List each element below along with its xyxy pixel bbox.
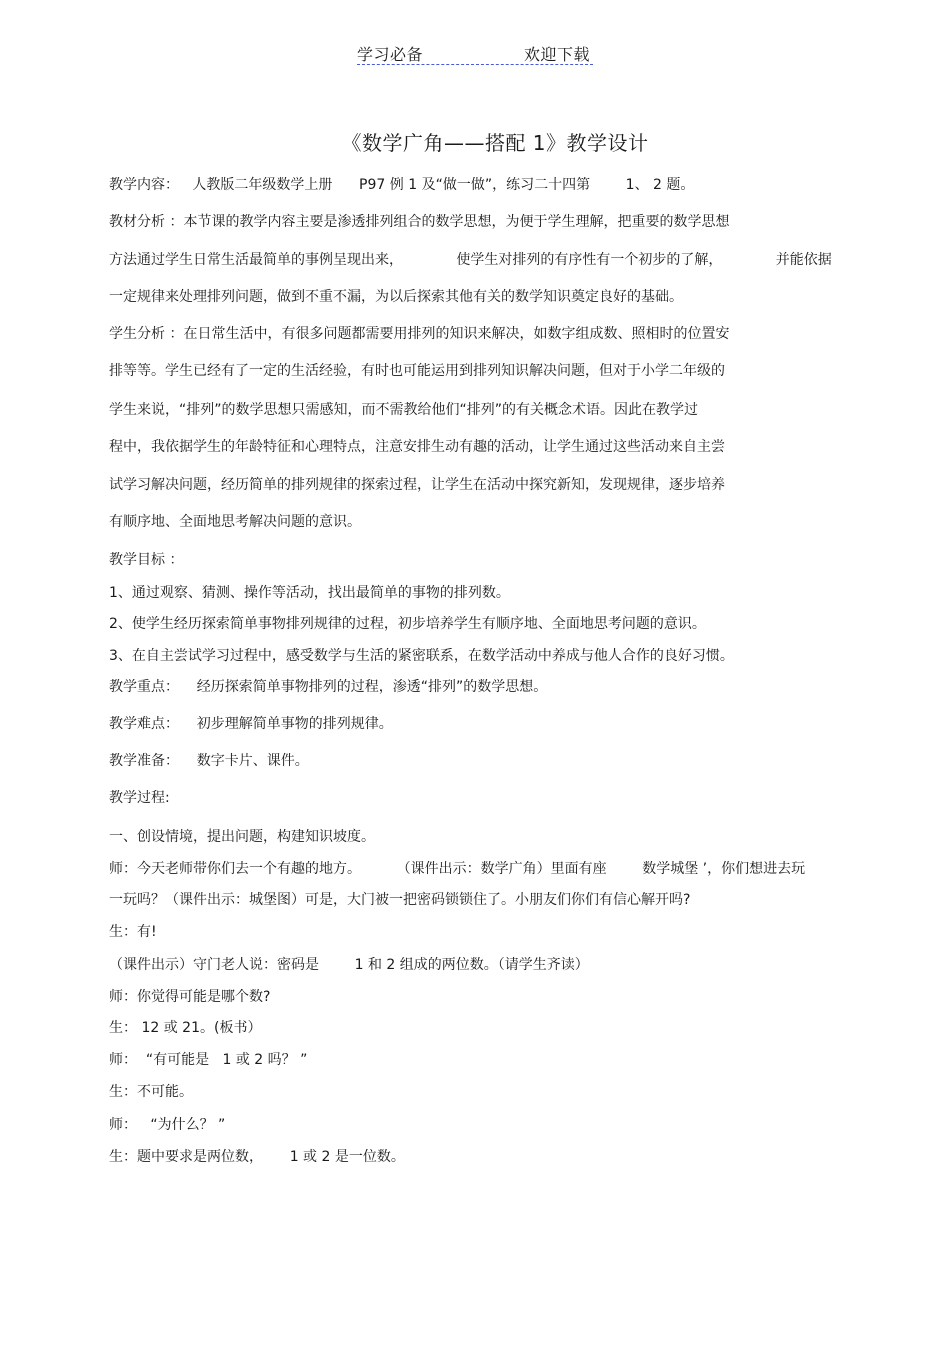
text-line: 1、通过观察、猜测、操作等活动，找出最简单的事物的排列数。 bbox=[109, 585, 510, 601]
text-line: 生：有! bbox=[109, 924, 157, 940]
text-line: 师： “有可能是 1 或 2 吗？ ” bbox=[109, 1052, 308, 1068]
text-line: 生：不可能。 bbox=[109, 1084, 193, 1100]
text-line: 教学目标 ： bbox=[109, 552, 184, 568]
text-line: 试学习解决问题，经历简单的排列规律的探索过程，让学生在活动中探究新知，发现规律，逐步培养 bbox=[109, 477, 725, 493]
text-line: 3、在自主尝试学习过程中，感受数学与生活的紧密联系，在数学活动中养成与他人合作的良好习惯。 bbox=[109, 648, 734, 664]
text-line: 生： 12 或 21。(板书） bbox=[109, 1020, 262, 1036]
text-line: 师： “为什么？ ” bbox=[109, 1117, 226, 1133]
page-header bbox=[357, 42, 593, 65]
text-line: 方法通过学生日常生活最简单的事例呈现出来， 使学生对排列的有序性有一个初步的了解， 并能依据 bbox=[109, 252, 832, 268]
text-line: 有顺序地、全面地思考解决问题的意识。 bbox=[109, 514, 361, 530]
text-line: （课件出示）守门老人说：密码是 1 和 2 组成的两位数。（请学生齐读） bbox=[109, 957, 589, 973]
text-line: 一玩吗？（课件出示：城堡图）可是，大门被一把密码锁锁住了。小朋友们你们有信心解开吗? bbox=[109, 892, 691, 908]
text-line: 一定规律来处理排列问题，做到不重不漏，为以后探索其他有关的数学知识奠定良好的基础。 bbox=[109, 289, 683, 305]
text-line: 学生分析 ：在日常生活中，有很多问题都需要用排列的知识来解决，如数字组成数、照相时的位置安 bbox=[109, 326, 730, 342]
document-title: 《数学广角——搭配 1》教学设计 bbox=[341, 131, 649, 155]
text-line: 2、使学生经历探索简单事物排列规律的过程，初步培养学生有顺序地、全面地思考问题的意识。 bbox=[109, 616, 706, 632]
text-line: 程中，我依据学生的年龄特征和心理特点，注意安排生动有趣的活动，让学生通过这些活动来自主尝 bbox=[109, 439, 725, 455]
header-left-text: 学习必备 bbox=[357, 45, 424, 64]
text-line: 师：你觉得可能是哪个数? bbox=[109, 989, 271, 1005]
header-right-text: 欢迎下载 bbox=[523, 45, 590, 64]
text-line: 教学难点： 初步理解简单事物的排列规律。 bbox=[109, 716, 393, 732]
text-line: 教材分析 ：本节课的教学内容主要是渗透排列组合的数学思想，为便于学生理解，把重要的数学思想 bbox=[109, 214, 730, 230]
text-line: 学生来说，“排列”的数学思想只需感知，而不需教给他们“排列”的有关概念术语。因此在教学过 bbox=[109, 402, 699, 418]
text-line: 教学准备： 数字卡片、课件。 bbox=[109, 753, 309, 769]
text-line: 教学过程: bbox=[109, 790, 170, 806]
text-line: 一、创设情境，提出问题，构建知识坡度。 bbox=[109, 829, 375, 845]
text-line: 排等等。学生已经有了一定的生活经验，有时也可能运用到排列知识解决问题，但对于小学二年级的 bbox=[109, 363, 725, 379]
text-line: 教学重点： 经历探索简单事物排列的过程，渗透“排列”的数学思想。 bbox=[109, 679, 548, 695]
text-line: 师：今天老师带你们去一个有趣的地方。 （课件出示：数学广角）里面有座 数学城堡 ’，你们想进去玩 bbox=[109, 861, 806, 877]
text-line: 教学内容： 人教版二年级数学上册 P97 例 1 及“做一做”，练习二十四第 1、 2 题。 bbox=[109, 177, 695, 193]
text-line: 生：题中要求是两位数， 1 或 2 是一位数。 bbox=[109, 1149, 405, 1165]
